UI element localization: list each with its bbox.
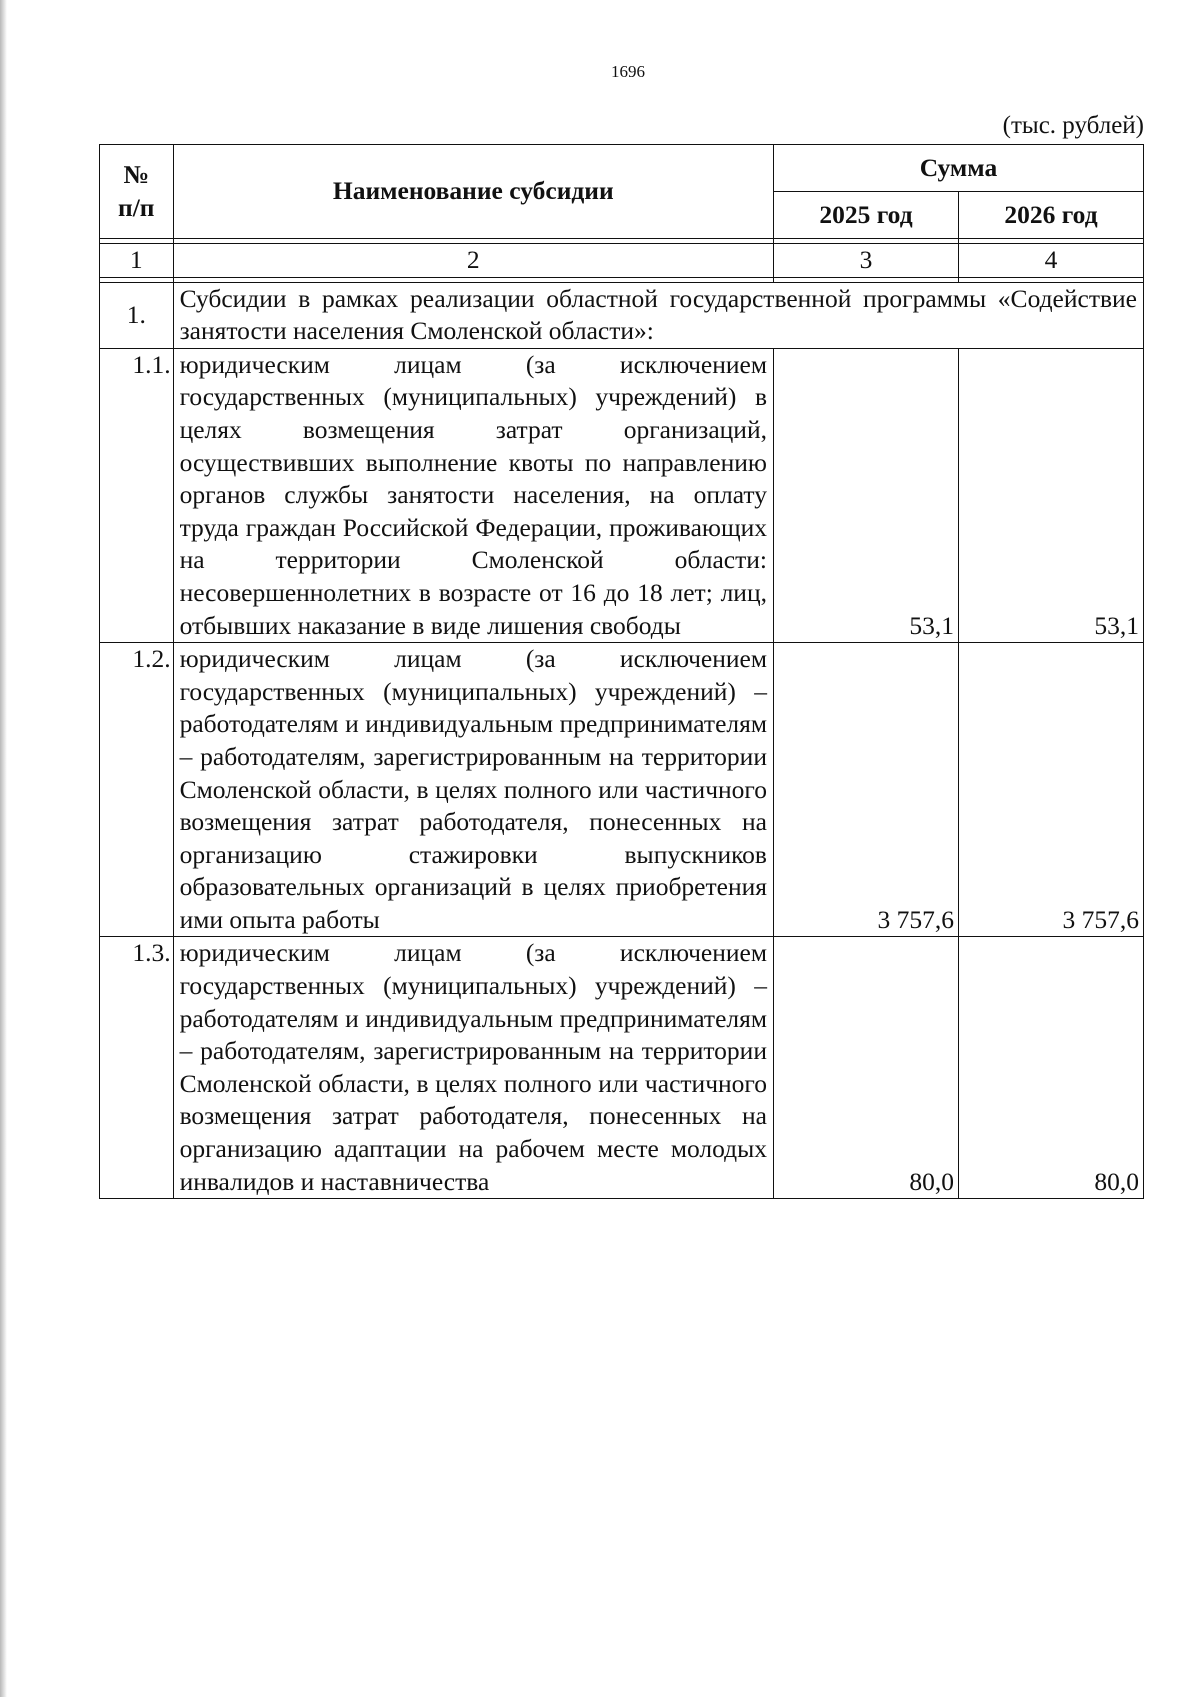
section-row bbox=[100, 282, 1144, 348]
section-title: Субсидии в рамках реализации областной государственной программы «Содействие занятости населения Смоленской области»: bbox=[173, 282, 1143, 348]
row-text: юридическим лицам (за исключением государственных (муниципальных) учреждений) – работодателям и индивидуальным предпринимателям – работодателям, зарегистрированным на территории Смоленской области, в целях полного или частичного возмещения затрат работодателя, понесенных на организацию стажировки выпускников образовательных организаций в целях приобретения ими опыта работы bbox=[173, 643, 773, 937]
row-text: юридическим лицам (за исключением государственных (муниципальных) учреждений) – работодателям и индивидуальным предпринимателям – работодателям, зарегистрированным на территории Смоленской области, в целях полного или частичного возмещения затрат работодателя, понесенных на организацию адаптации на рабочем месте молодых инвалидов и наставничества bbox=[173, 937, 773, 1199]
row-amount-2026: 53,1 bbox=[958, 348, 1143, 642]
units-label: (тыс. рублей) bbox=[1002, 112, 1144, 139]
row-amount-2025: 3 757,6 bbox=[773, 643, 958, 937]
table-row bbox=[100, 643, 1144, 937]
header-year-2025: 2025 год bbox=[773, 192, 958, 239]
header-year-2026: 2026 год bbox=[958, 192, 1143, 239]
row-text: юридическим лицам (за исключением государственных (муниципальных) учреждений) в целях возмещения затрат организаций, осуществивших выполнение квоты по направлению органов службы занятости населения, на оплату труда граждан Российской Федерации, проживающих на территории Смоленской области: несовершеннолетних в возрасте от 16 до 18 лет; лиц, отбывших наказание в виде лишения свободы bbox=[173, 348, 773, 642]
section-number: 1. bbox=[100, 282, 174, 348]
column-number-3: 3 bbox=[773, 244, 958, 278]
scan-edge bbox=[0, 0, 7, 1697]
column-number-row bbox=[100, 244, 1144, 278]
row-number: 1.1. bbox=[100, 348, 174, 642]
column-number-1: 1 bbox=[100, 244, 174, 278]
row-amount-2025: 53,1 bbox=[773, 348, 958, 642]
row-amount-2026: 80,0 bbox=[958, 937, 1143, 1199]
row-amount-2025: 80,0 bbox=[773, 937, 958, 1199]
column-number-2: 2 bbox=[173, 244, 773, 278]
header-name: Наименование субсидии bbox=[173, 145, 773, 239]
row-number: 1.2. bbox=[100, 643, 174, 937]
subsidy-table bbox=[99, 144, 1144, 1199]
header-number-line-1: № bbox=[123, 159, 150, 189]
table-row bbox=[100, 937, 1144, 1199]
page-number: 1696 bbox=[611, 62, 645, 81]
header-sum: Сумма bbox=[773, 145, 1143, 192]
header-row-1 bbox=[100, 145, 1144, 192]
header-number bbox=[100, 145, 174, 239]
row-amount-2026: 3 757,6 bbox=[958, 643, 1143, 937]
header-number-line-2: п/п bbox=[118, 192, 155, 222]
table-row bbox=[100, 348, 1144, 642]
row-number: 1.3. bbox=[100, 937, 174, 1199]
column-number-4: 4 bbox=[958, 244, 1143, 278]
